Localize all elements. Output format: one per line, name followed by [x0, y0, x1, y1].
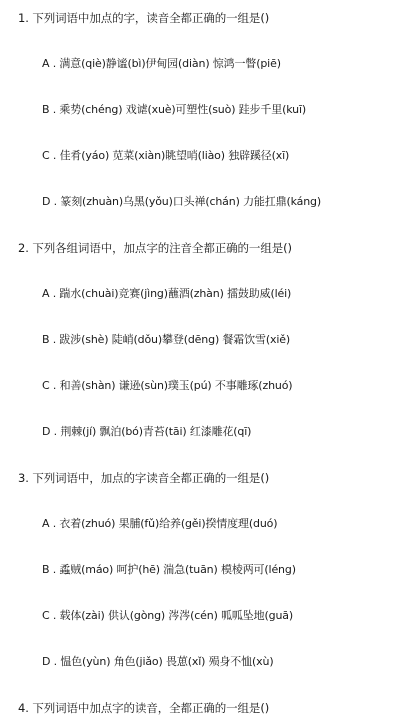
option-a: A . 踹水(chuài)竞赛(jìng)蘸酒(zhàn) 擂鼓助威(léi) — [42, 287, 292, 300]
question-stem: 1. 下列词语中加点的字，读音全都正确的一组是() — [18, 11, 270, 25]
option-d: D . 荆棘(jí) 飘泊(bó)青苔(tāi) 红漆雕花(qī) — [42, 425, 252, 438]
option-a: A . 满意(qiè)静谧(bì)伊甸园(diàn) 惊鸿一瞥(piē) — [42, 57, 281, 70]
option-c: C . 载体(zài) 供认(gòng) 涔涔(cén) 呱呱坠地(guā) — [42, 609, 294, 622]
question-stem: 2. 下列各组词语中，加点字的注音全都正确的一组是() — [18, 241, 292, 255]
question-stem: 4. 下列词语中加点字的读音，全都正确的一组是() — [18, 701, 270, 715]
option-b: B . 乘势(chéng) 戏谑(xuè)可塑性(suò) 跬步千里(kuī) — [42, 103, 306, 116]
option-c: C . 佳肴(yáo) 苋菜(xiàn)眺望哨(liào) 独辟蹊径(xī) — [42, 149, 290, 162]
option-d: D . 愠色(yùn) 角色(jiǎo) 畏葸(xǐ) 殒身不恤(xù) — [42, 655, 274, 668]
option-b: B . 蟊贼(máo) 呵护(hē) 湍急(tuān) 模棱两可(léng) — [42, 563, 296, 576]
option-a: A . 衣着(zhuó) 果脯(fǔ)给养(gěi)揆情度理(duó) — [42, 517, 278, 530]
option-c: C . 和善(shàn) 谦逊(sùn)璞玉(pú) 不事雕琢(zhuó) — [42, 379, 293, 392]
question-stem: 3. 下列词语中，加点的字读音全都正确的一组是() — [18, 471, 270, 485]
option-b: B . 跋涉(shè) 陡峭(dǒu)攀登(dēng) 餐霜饮雪(xiě) — [42, 333, 291, 346]
option-d: D . 篆刻(zhuàn)乌黑(yǒu)口头禅(chán) 力能扛鼎(káng) — [42, 195, 322, 208]
